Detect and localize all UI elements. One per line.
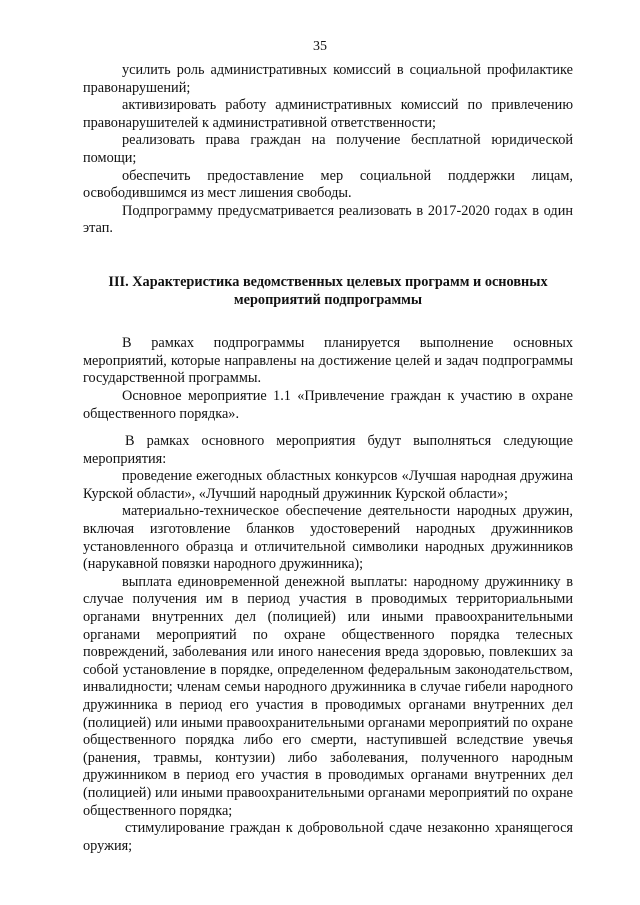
document-body <box>83 62 573 855</box>
paragraph: Основное мероприятие 1.1 «Привлечение граждан к участию в охране общественного порядка». <box>83 387 573 422</box>
paragraph: усилить роль административных комиссий в социальной профилактике правонарушений; <box>83 62 573 96</box>
paragraph: проведение ежегодных областных конкурсов «Лучшая народная дружина Курской области», «Лучший народный дружинник Курской области»; <box>83 468 573 502</box>
paragraph: Подпрограмму предусматривается реализовать в 2017-2020 годах в один этап. <box>83 202 573 237</box>
paragraph: стимулирование граждан к добровольной сдаче незаконно хранящегося оружия; <box>83 820 573 854</box>
paragraph: реализовать права граждан на получение бесплатной юридической помощи; <box>83 132 573 166</box>
paragraph: обеспечить предоставление мер социальной поддержки лицам, освободившимся из мест лишения свободы. <box>83 167 573 202</box>
paragraph: В рамках основного мероприятия будут выполняться следующие мероприятия: <box>83 433 573 467</box>
paragraph: выплата единовременной денежной выплаты: народному дружиннику в случае получения им в период участия в проводимых территориальными органами внутренних дел (полицией) или иными правоохранительными органами мероприятий по охране общественного порядка телесных повреждений, заболевания или иного нанесения вреда здоровью, повлекших за собой установление в порядке, определенном федеральным законодательством, инвалидности; членам семьи народного дружинника в случае гибели народного дружинника в период его участия в проводимых органами внутренних дел (полицией) или иными правоохранительными органами мероприятий по охране общественного порядка либо его смерти, наступившей вследствие увечья (ранения, травмы, контузии) либо заболевания, полученного народным дружинником в период его участия в проводимых органами внутренних дел (полицией) или иными правоохранительными органами мероприятий по охране общественного порядка; <box>83 573 573 819</box>
page-number: 35 <box>313 39 327 54</box>
paragraph: В рамках подпрограммы планируется выполнение основных мероприятий, которые направлены на достижение целей и задач подпрограммы государственной программы. <box>83 335 573 387</box>
paragraph: материально-техническое обеспечение деятельности народных дружин, включая изготовление бланков удостоверений народных дружинников установленного образца и отличительной символики народных дружинников (нарукавной повязки народного дружинника); <box>83 503 573 573</box>
section-heading: III. Характеристика ведомственных целевых программ и основных мероприятий подпрограммы <box>108 273 548 308</box>
paragraph: активизировать работу административных комиссий по привлечению правонарушителей к административной ответственности; <box>83 97 573 131</box>
